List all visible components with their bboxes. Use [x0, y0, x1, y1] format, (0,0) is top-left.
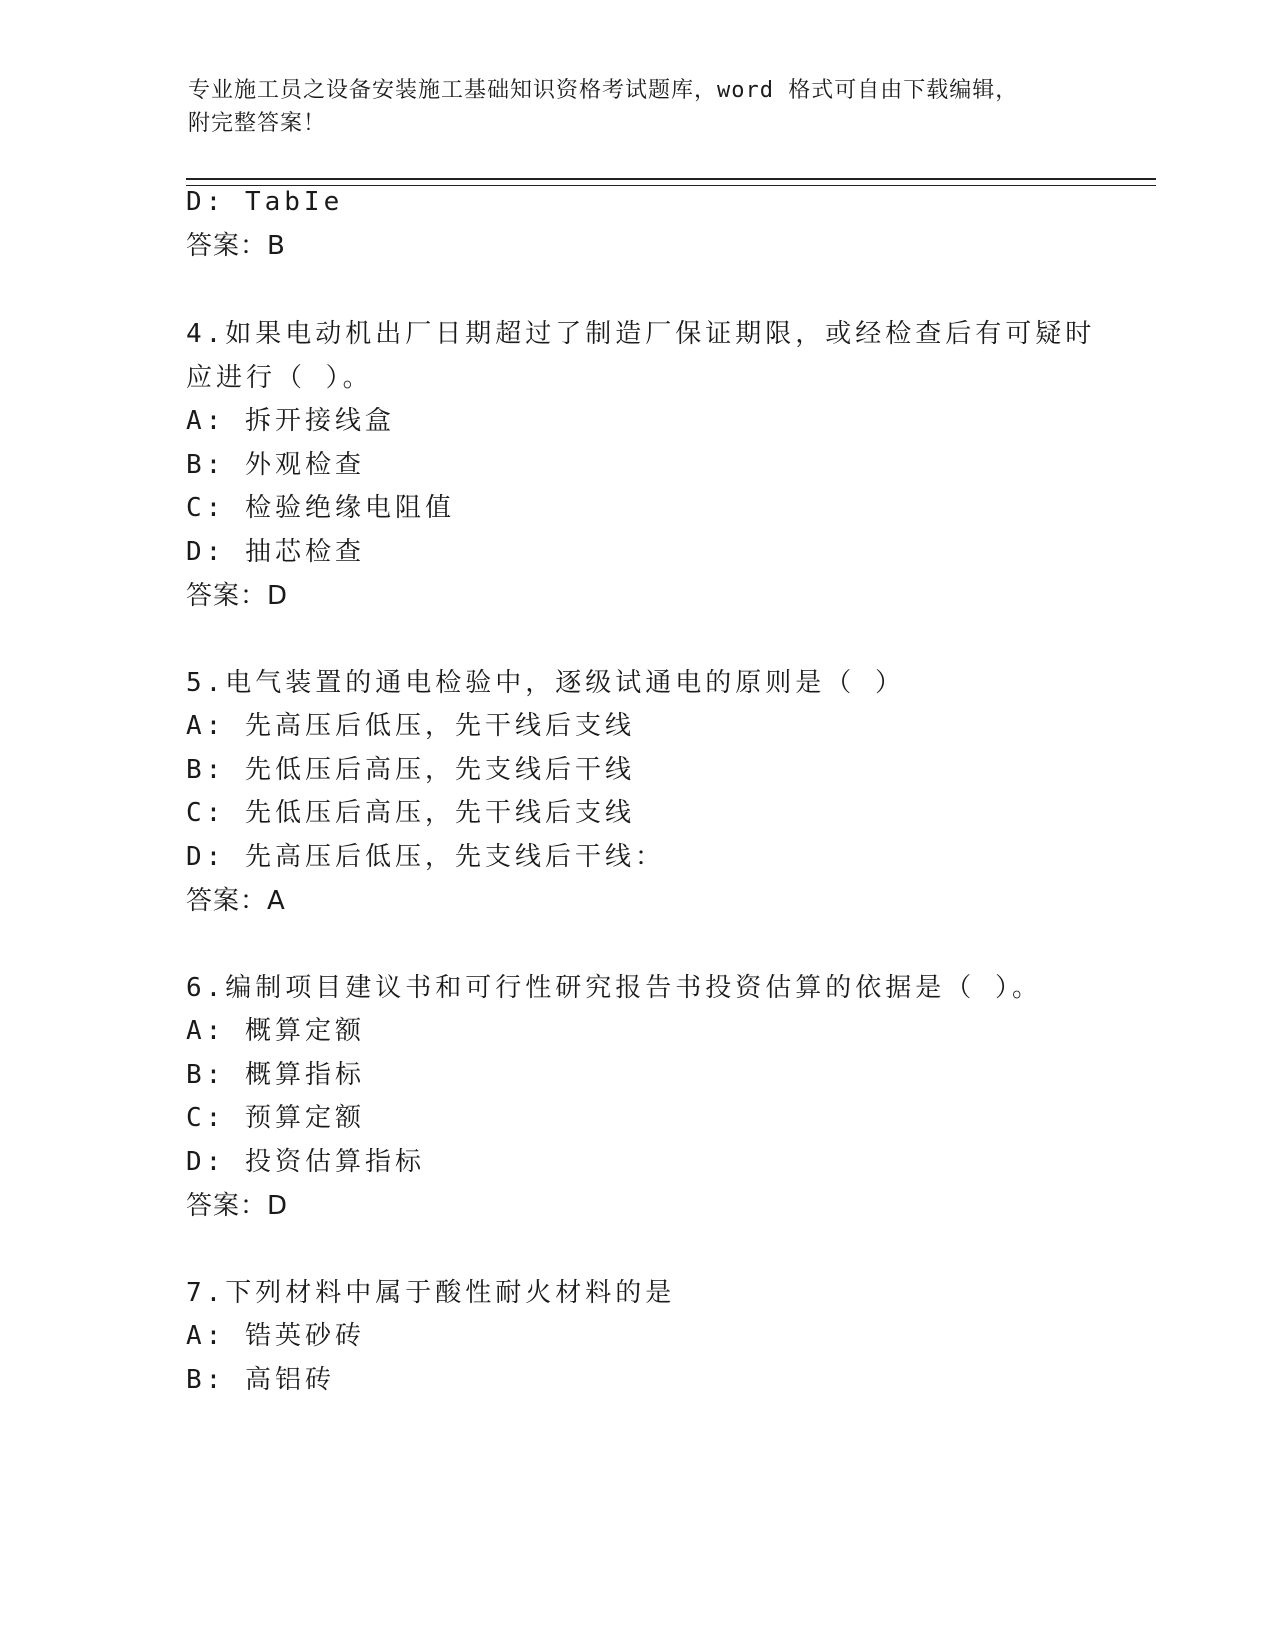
q4-option-d: D: 抽芯检查 — [186, 537, 365, 567]
q4-answer: 答案：D — [186, 581, 289, 611]
q7-option-a: A: 锆英砂砖 — [186, 1321, 365, 1351]
q5-option-c: C: 先低压后高压，先干线后支线 — [186, 798, 635, 828]
q5-option-d: D: 先高压后低压，先支线后干线： — [186, 842, 665, 872]
q6-stem: 6.编制项目建议书和可行性研究报告书投资估算的依据是（ ）。 — [186, 973, 1042, 1003]
q3-answer: 答案：B — [186, 231, 286, 261]
q5-option-b: B: 先低压后高压，先支线后干线 — [186, 755, 635, 785]
q4-stem-line-2: 应进行（ ）。 — [186, 363, 373, 393]
q7-stem: 7.下列材料中属于酸性耐火材料的是 — [186, 1278, 676, 1308]
q4-option-b: B: 外观检查 — [186, 450, 365, 480]
q6-option-b: B: 概算指标 — [186, 1060, 365, 1090]
q6-answer: 答案：D — [186, 1191, 289, 1221]
q6-option-c: C: 预算定额 — [186, 1103, 365, 1133]
q7-option-b: B: 高铝砖 — [186, 1365, 335, 1395]
header-divider — [186, 178, 1156, 186]
q5-stem: 5.电气装置的通电检验中，逐级试通电的原则是（ ） — [186, 668, 905, 698]
q5-option-a: A: 先高压后低压，先干线后支线 — [186, 711, 635, 741]
q4-option-c: C: 检验绝缘电阻值 — [186, 493, 455, 523]
header-title-line-1: 专业施工员之设备安装施工基础知识资格考试题库，word 格式可自由下载编辑， — [188, 78, 1019, 103]
header-title-line-2: 附完整答案！ — [188, 111, 327, 136]
q4-stem-line-1: 4.如果电动机出厂日期超过了制造厂保证期限，或经检查后有可疑时 — [186, 319, 1096, 349]
q3-option-d: D: TabIe — [186, 187, 344, 217]
q4-option-a: A: 拆开接线盒 — [186, 406, 395, 436]
document-header — [188, 74, 1068, 140]
q6-option-d: D: 投资估算指标 — [186, 1147, 425, 1177]
q5-answer: 答案：A — [186, 886, 286, 916]
q6-option-a: A: 概算定额 — [186, 1016, 365, 1046]
